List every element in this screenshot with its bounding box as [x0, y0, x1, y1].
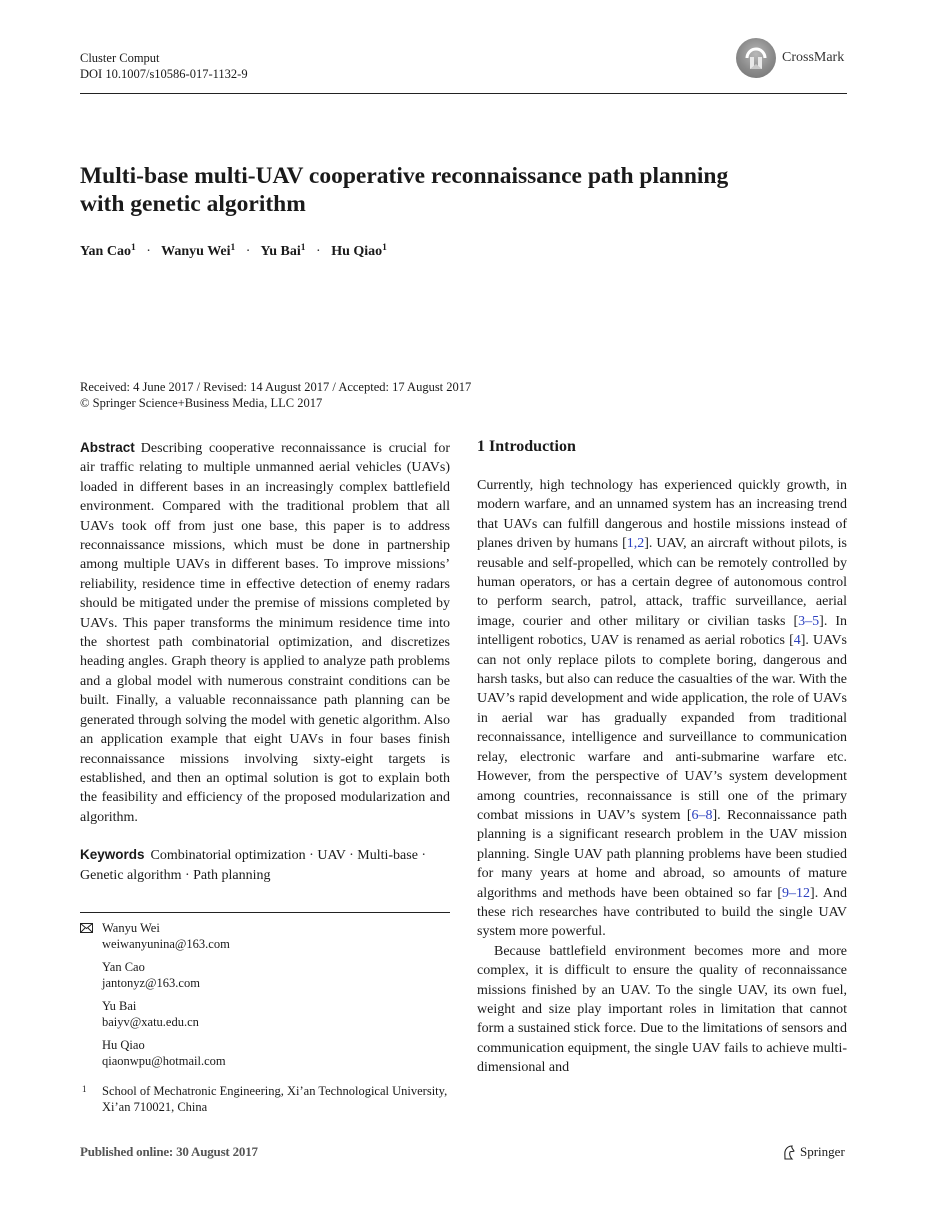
contact-list — [80, 920, 450, 1076]
citation-link[interactable]: 6–8 — [691, 807, 713, 823]
published-online: Published online: 30 August 2017 — [80, 1144, 258, 1159]
author-list — [80, 243, 387, 260]
author-separator: · — [146, 244, 151, 259]
contact-entry — [102, 998, 450, 1030]
title-line-2: with genetic algorithm — [80, 191, 306, 217]
abstract — [80, 438, 450, 827]
contact-entry — [102, 920, 450, 952]
doi[interactable]: DOI 10.1007/s10586-017-1132-9 — [80, 67, 248, 81]
citation-link[interactable]: 1,2 — [626, 536, 645, 552]
publisher-logo[interactable] — [782, 1144, 845, 1160]
copyright-line: © Springer Science+Business Media, LLC 2017 — [80, 396, 323, 410]
paragraph-text: ]. Reconnaissance path planning is a significant research problem in the UAV mission planning. Single UAV path planning problems have been studied for many years at home and abroad, so amounts of mature algorithms and methods have been obtained so far [ — [477, 807, 847, 901]
publisher-name: Springer — [800, 1144, 845, 1159]
contact-entry — [102, 1037, 450, 1069]
springer-horse-icon — [782, 1145, 796, 1160]
envelope-icon — [80, 923, 93, 933]
intro-paragraph-2: Because battlefield environment becomes more and more complex, it is difficult to ensure the quality of reconnaissance missions finished by an UAV. To the single UAV, its own fuel, weight and size play important roles in limitation that cannot form a sustained stick force. Due to the limitations of sensors and communication equipment, the single UAV fails to achieve multi-dimensional and — [477, 943, 847, 1076]
footnote-rule — [80, 912, 450, 913]
intro-paragraph-1 — [477, 476, 847, 942]
paragraph-text: Currently, high technology has experienced quickly growth, in modern warfare, and an unnamed system has an increasing trend that UAVs can fulfill dangerous and hostile missions instead of planes driven by humans [ — [477, 478, 847, 552]
crossmark-icon — [736, 38, 776, 78]
article-history — [80, 379, 471, 411]
author-separator: · — [245, 244, 251, 259]
author[interactable]: Wanyu Wei — [161, 244, 231, 259]
keywords-text: Combinatorial optimization · UAV · Multi-base · Genetic algorithm · Path planning — [80, 848, 427, 883]
crossmark-badge[interactable] — [736, 38, 844, 78]
right-column — [477, 438, 847, 1078]
contact-email[interactable]: baiyv@xatu.edu.cn — [102, 1015, 199, 1029]
author-separator: · — [316, 244, 321, 259]
paragraph-text: ]. UAV, an aircraft without pilots, is reusable and self-propelled, which can be remotely controlled by human operators, or has a certain degree of autonomous control to perform search, patrol, attack, traffic surveillance, aerial image, courier and other military or civilian tasks [ — [477, 536, 847, 629]
received-dates: Received: 4 June 2017 / Revised: 14 August 2017 / Accepted: 17 August 2017 — [80, 380, 472, 394]
author[interactable]: Yan Cao — [80, 244, 131, 259]
paper-title — [80, 162, 840, 218]
keywords — [80, 845, 450, 885]
affiliation-number: 1 — [82, 1084, 87, 1094]
contact-email[interactable]: qiaonwpu@hotmail.com — [102, 1054, 226, 1068]
abstract-text: Describing cooperative reconnaissance is crucial for air traffic relating to multiple unmanned aerial vehicles (UAVs) loaded in different bases in an increasingly complex battlefield environment. Compared with the traditional problem that all UAVs took off from just one base, this paper is to address reconnaissance missions, which must be done in partnership among multiple UAVs in different bases. To improve missions’ reliability, residence time in effective detection of enemy radars should be mitigated under the premise of missions completed by UAVs. This paper transforms the minimum residence time into the shortest path combinatorial optimization, and discretizes heading angles. Graph theory is applied to analyze path problems and a global model with numerous constraint conditions can be built. Finally, a valuable reconnaissance path planning can be generated through solving the model with genetic algorithm. Also an application example that eight UAVs in four bases finish reconnaissance missions involving sixty-eight targets is established, and then an optimal solution is got to explain both the feasibility and efficiency of the proposed modularization and algorithm. — [80, 441, 450, 825]
contact-entry — [102, 959, 450, 991]
contact-name: Yu Bai — [102, 999, 137, 1013]
keywords-heading: Keywords — [80, 847, 145, 863]
citation-link[interactable]: 4 — [793, 633, 801, 649]
title-line-1: Multi-base multi-UAV cooperative reconnaissance path planning — [80, 163, 729, 189]
author-affiliation-mark: 1 — [382, 243, 387, 253]
contact-email[interactable]: weiwanyunina@163.com — [102, 937, 230, 951]
section-heading-introduction: 1 Introduction — [477, 438, 576, 455]
paragraph-text: ]. In intelligent robotics, UAV is renamed as aerial robotics [ — [477, 613, 848, 649]
header-rule — [80, 93, 847, 94]
affiliation — [80, 1083, 450, 1115]
left-column — [80, 438, 450, 885]
author-affiliation-mark: 1 — [230, 243, 236, 253]
paragraph-text: ]. And these rich researches have contributed to build the single UAV system more powerful. — [477, 885, 848, 940]
citation-link[interactable]: 9–12 — [782, 885, 811, 901]
contact-name: Wanyu Wei — [102, 921, 160, 935]
author[interactable]: Hu Qiao — [331, 244, 383, 259]
journal-name: Cluster Comput — [80, 51, 160, 65]
author[interactable]: Yu Bai — [260, 244, 301, 259]
author-affiliation-mark: 1 — [300, 243, 306, 253]
author-affiliation-mark: 1 — [130, 243, 136, 253]
abstract-heading: Abstract — [80, 440, 135, 455]
crossmark-label: CrossMark — [782, 50, 845, 65]
contact-name: Yan Cao — [102, 960, 145, 974]
journal-header — [80, 50, 248, 82]
contact-name: Hu Qiao — [102, 1038, 145, 1052]
paragraph-text: ]. UAVs can not only replace pilots to complete boring, dangerous and harsh tasks, but also can reduce the casualties of the war. With the UAV’s rapid development and wide application, the role of UAVs in aerial war has gradually expanded from traditional reconnaissance, intelligence and surveillance to communication relay, electronic warfare and anti-submarine warfare etc. However, from the perspective of UAV’s system development among countries, reconnaissance is still one of the primary combat missions in UAV’s system [ — [477, 633, 848, 823]
contact-email[interactable]: jantonyz@163.com — [102, 976, 200, 990]
affiliation-text: School of Mechatronic Engineering, Xi’an Technological University, Xi’an 710021, China — [102, 1084, 448, 1114]
citation-link[interactable]: 3–5 — [798, 613, 820, 629]
